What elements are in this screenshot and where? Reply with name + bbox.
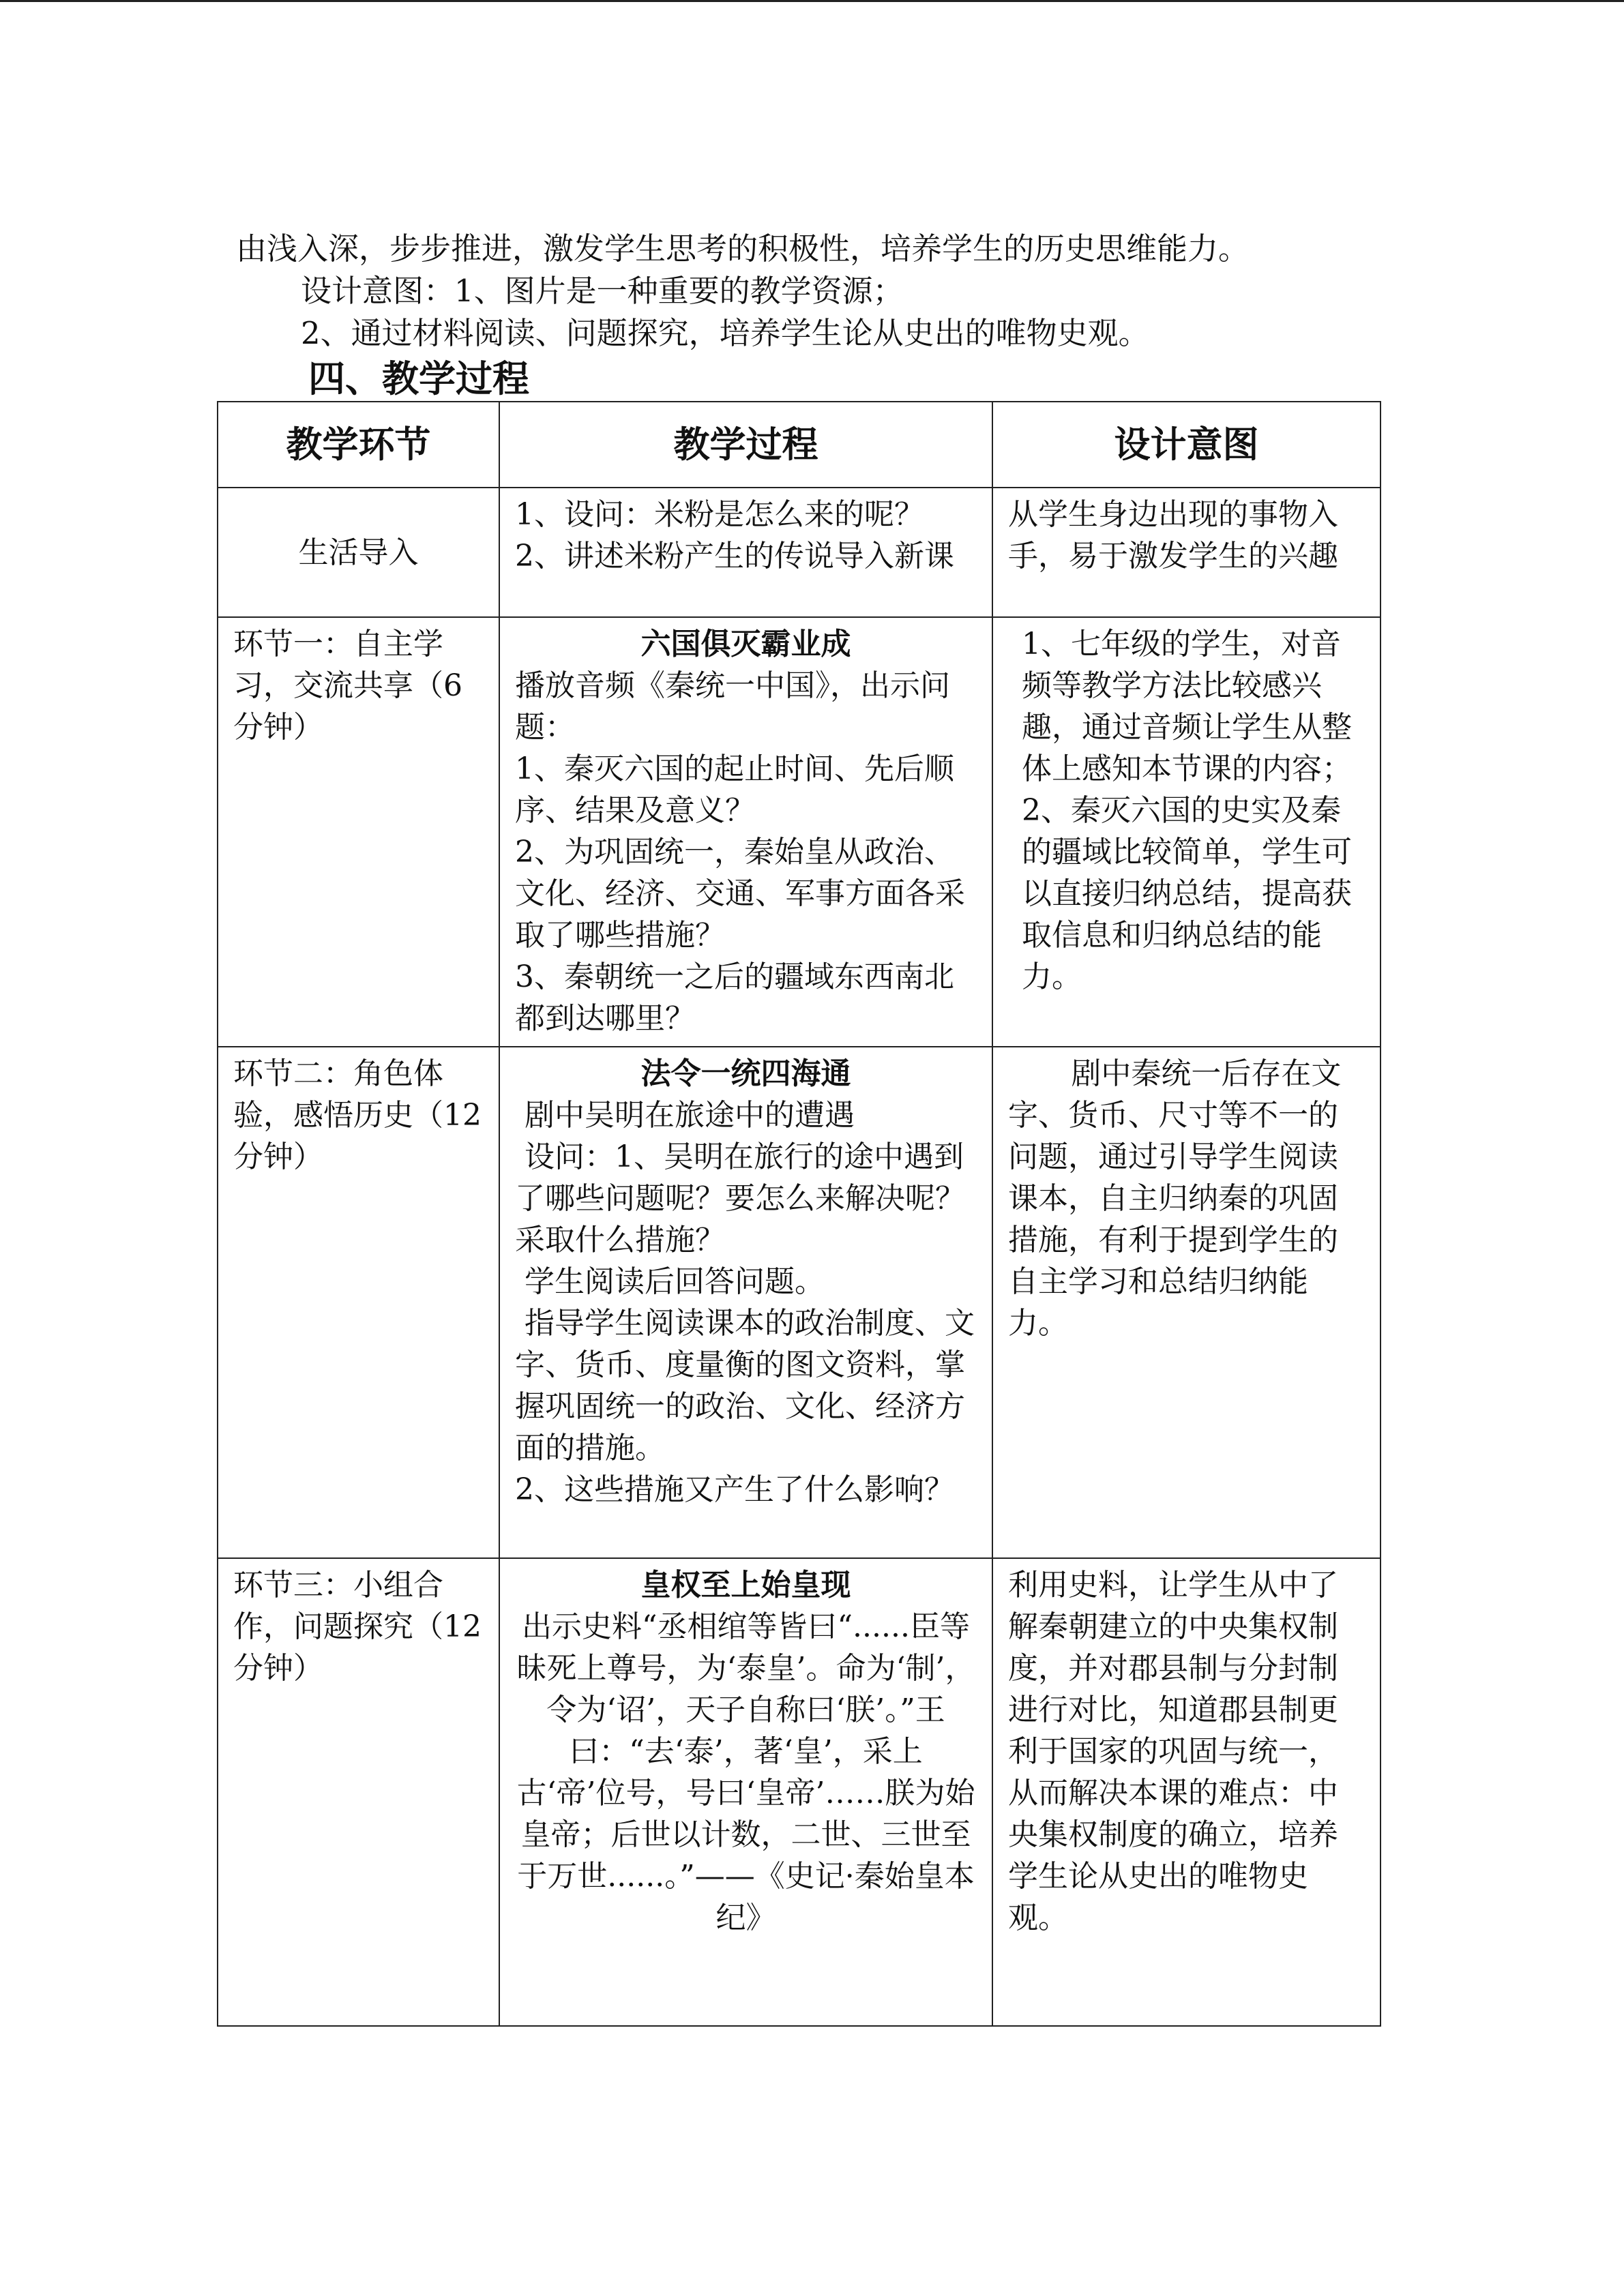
process-line: 2、讲述米粉产生的传说导入新课 [515, 539, 954, 573]
section-title: 四、教学过程 [308, 357, 529, 400]
table-row [218, 488, 1381, 617]
header-intent: 设计意图 [992, 402, 1381, 488]
process-title: 六国俱灭霸业成 [640, 627, 851, 661]
intent-cell: 剧中秦统一后存在文字、货币、尺寸等不一的问题，通过引导学生阅读课本，自主归纳秦的巩固措施，有利于提到学生的自主学习和总结归纳能力。 [992, 1047, 1381, 1558]
table-row [218, 617, 1381, 1047]
intent-line: 2、秦灭六国的史实及秦的疆域比较简单，学生可以直接归纳总结，提高获取信息和归纳总结的能力。 [1022, 793, 1352, 994]
top-border-line [0, 0, 1624, 2]
intent-cell: 从学生身边出现的事物入手，易于激发学生的兴趣 [992, 488, 1381, 617]
source-quote: 出示史料“丞相绾等皆曰“......臣等昧死上尊号，为‘泰皇’。命为‘制’，令为‘诏’，天子自称曰‘朕’。”王曰：“去‘泰’，著‘皇’，采上古‘帝’位号，号曰‘皇帝’……朕为始皇帝；后世以计数，二世、三世至于万世......。”——《史记·秦始皇本纪》 [516, 1609, 975, 1935]
process-line: 指导学生阅读课本的政治制度、文字、货币、度量衡的图文资料，掌握巩固统一的政治、文化、经济方面的措施。 [515, 1306, 975, 1465]
stage-cell: 环节三：小组合作，问题探究（12 分钟） [218, 1558, 499, 2026]
process-cell [499, 488, 992, 617]
header-stage: 教学环节 [218, 402, 499, 488]
process-title: 法令一统四海通 [640, 1056, 851, 1091]
intro-line-2: 设计意图：1、图片是一种重要的教学资源； [301, 273, 904, 309]
intro-line-3: 2、通过材料阅读、问题探究，培养学生论从史出的唯物史观。 [301, 315, 1149, 351]
process-line: 1、设问：米粉是怎么来的呢？ [515, 497, 924, 532]
process-cell [499, 1558, 992, 2026]
process-line: 2、这些措施又产生了什么影响？ [515, 1472, 954, 1507]
table-row [218, 1047, 1381, 1558]
header-process: 教学过程 [499, 402, 992, 488]
intent-line: 1、七年级的学生，对音频等教学方法比较感兴趣，通过音频让学生从整体上感知本节课的内容； [1022, 627, 1352, 786]
intent-cell: 利用史料，让学生从中了解秦朝建立的中央集权制度，并对郡县制与分封制进行对比，知道郡县制更利于国家的巩固与统一，从而解决本课的难点：中央集权制度的确立，培养学生论从史出的唯物史观。 [992, 1558, 1381, 2026]
process-line: 剧中吴明在旅途中的遭遇 [515, 1098, 855, 1133]
table-row [218, 1558, 1381, 2026]
process-line: 播放音频《秦统一中国》，出示问题： [515, 668, 950, 745]
intro-line-1: 由浅入深，步步推进，激发学生思考的积极性，培养学生的历史思维能力。 [236, 230, 1250, 267]
process-line: 3、秦朝统一之后的疆域东西南北都到达哪里？ [515, 959, 954, 1036]
process-cell [499, 617, 992, 1047]
process-line: 1、秦灭六国的起止时间、先后顺序、结果及意义？ [515, 751, 954, 828]
process-cell [499, 1047, 992, 1558]
intro-paragraph [236, 228, 1396, 355]
process-line: 设问：1、吴明在旅行的途中遇到了哪些问题呢？要怎么来解决呢？采取什么措施？ [515, 1139, 965, 1257]
process-line: 学生阅读后回答问题。 [515, 1264, 825, 1299]
intent-cell [992, 617, 1381, 1047]
table-header-row [218, 402, 1381, 488]
stage-cell: 生活导入 [218, 488, 499, 617]
process-title: 皇权至上始皇现 [640, 1568, 851, 1602]
stage-cell: 环节一：自主学习，交流共享（6 分钟） [218, 617, 499, 1047]
stage-cell: 环节二：角色体验，感悟历史（12 分钟） [218, 1047, 499, 1558]
process-line: 2、为巩固统一，秦始皇从政治、文化、经济、交通、军事方面各采取了哪些措施？ [515, 835, 965, 953]
teaching-process-table [217, 401, 1381, 2027]
